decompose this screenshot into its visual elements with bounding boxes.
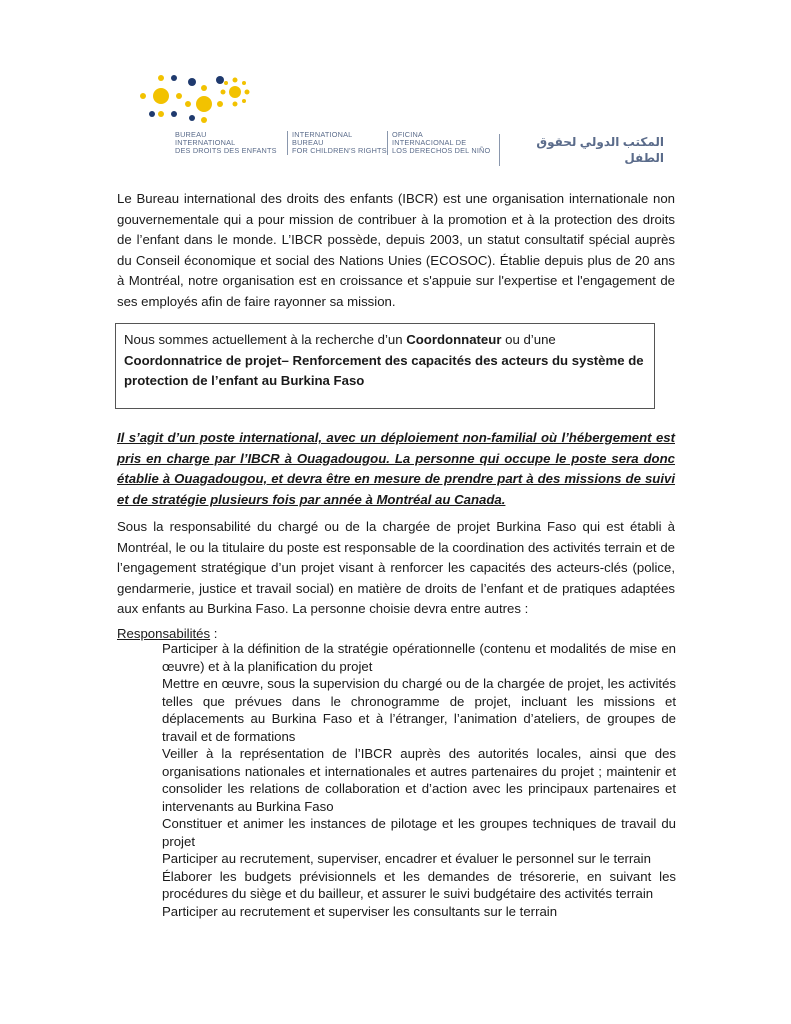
logo-text-ar: المكتب الدولي لحقوق الطفل	[499, 134, 664, 166]
list-item: Participer à la définition de la stratégie opérationnelle (contenu et modalités de mise en œuvre) et à la planification du projet	[162, 641, 676, 674]
logo-text-es: OFICINA INTERNACIONAL DE LOS DERECHOS DEL NIÑO	[387, 131, 490, 155]
international-notice: Il s’agit d’un poste international, avec un déploiement non-familial où l’hébergement est pris en charge par l’IBCR à Ouagadougou. La personne qui occupe le poste sera donc établie à Ouagadougou, et devra être en mesure de prendre part à des missions de suivi et de stratégie plusieurs fois par année à Montréal au Canada.	[117, 430, 675, 507]
position-box	[115, 323, 655, 409]
box-role-2: Coordonnatrice de projet– Renforcement des capacités des acteurs du système de protection de l’enfant au Burkina Faso	[124, 352, 644, 388]
responsibilities-colon: :	[210, 626, 218, 641]
list-item: Participer au recrutement et superviser les consultants sur le terrain	[162, 903, 558, 919]
responsibilities-title: Responsabilités	[117, 626, 211, 641]
logo-text-fr: BUREAU INTERNATIONAL DES DROITS DES ENFANTS	[175, 130, 277, 155]
ibcr-logo	[134, 74, 664, 164]
logo-dots-icon	[134, 74, 264, 134]
responsibilities-list	[162, 640, 676, 920]
box-pre: Nous sommes actuellement à la recherche d’un	[124, 332, 407, 347]
list-item: Participer au recrutement, superviser, encadrer et évaluer le personnel sur le terrain	[162, 851, 651, 866]
logo-text-en: INTERNATIONAL BUREAU FOR CHILDREN'S RIGHTS	[287, 131, 387, 155]
list-item: Constituer et animer les instances de pilotage et les groupes techniques de travail du projet	[162, 816, 676, 849]
intro-paragraph: Le Bureau international des droits des enfants (IBCR) est une organisation internationale non gouvernementale qui a pour mission de contribuer à la promotion et à la protection des droits de l’enfant dans le monde. L’IBCR possède, depuis 2003, un statut consultatif spécial auprès du Conseil économique et social des Nations Unies (ECOSOC). Établie depuis plus de 20 ans à Montréal, notre organisation est en croissance et s'appuie sur l'expertise et l'engagement de ses employés afin de faire rayonner sa mission.	[117, 191, 675, 309]
list-item: Veiller à la représentation de l’IBCR auprès des autorités locales, ainsi que des organisations nationales et internationales et autres partenaires du projet ; maintenir et consolider les relations de collaboration et d’action avec les principaux partenaires et intervenants au Burkina Faso	[162, 746, 676, 814]
list-item: Mettre en œuvre, sous la supervision du chargé ou de la chargée de projet, les activités telles que prévues dans le chronogramme de projet, incluant les missions et déplacements au Burkina Faso et à l’étranger, l’animation d’ateliers, de groupes de travail et de formations	[162, 676, 676, 744]
box-mid: ou d’une	[501, 332, 556, 347]
box-role-1: Coordonnateur	[406, 332, 502, 347]
list-item: Élaborer les budgets prévisionnels et les demandes de trésorerie, en suivant les procédures du siège et du bailleur, et assurer le suivi budgétaire des activités terrain	[162, 868, 676, 901]
responsibility-intro: Sous la responsabilité du chargé ou de la chargée de projet Burkina Faso qui est établi à Montréal, le ou la titulaire du poste est responsable de la coordination des activités terrain et de l’engagement stratégique d’un projet visant à renforcer les capacités des acteurs-clés (police, gendarmerie, justice et travail social) en matière de droits de l’enfant et de pratiques adaptées aux enfants au Burkina Faso. La personne choisie devra entre autres :	[117, 519, 675, 616]
